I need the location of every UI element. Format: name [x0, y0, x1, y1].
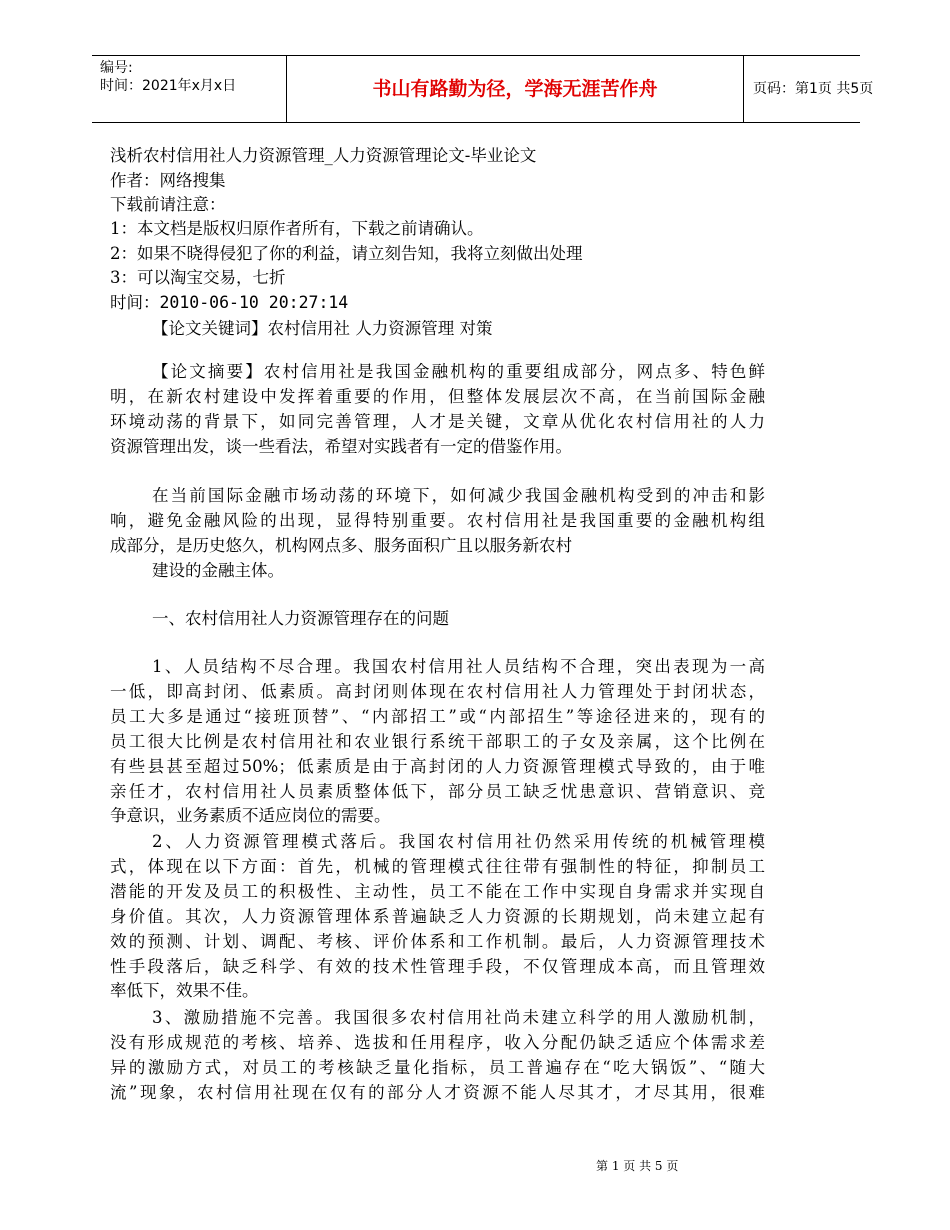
para1-line: 员工大多是通过“接班顶替”、“内部招工”或“内部招生”等途径进来的，现有的: [110, 707, 765, 726]
notice-item: 3：可以淘宝交易，七折: [110, 268, 286, 287]
abstract-line: 资源管理出发，谈一些看法，希望对实践者有一定的借鉴作用。: [110, 437, 572, 456]
para2-line: 式，体现在以下方面：首先，机械的管理模式往往带有强制性的特征，抑制员工: [110, 857, 765, 876]
notice-item: 2：如果不晓得侵犯了你的利益，请立刻告知，我将立刻做出处理: [110, 244, 583, 263]
author-line: 作者：网络搜集: [110, 171, 226, 190]
motto: 书山有路勤为径，学海无涯苦作舟: [372, 78, 658, 100]
abstract-line: 环境动荡的背景下，如同完善管理，人才是关键，文章从优化农村信用社的人力: [110, 412, 765, 431]
para1-line: 一低，即高封闭、低素质。高封闭则体现在农村信用社人力管理处于封闭状态，: [110, 682, 765, 701]
page-info: 页码：第1页 共5页: [753, 81, 874, 97]
download-notice: 下载前请注意：: [110, 195, 226, 214]
notice-item: 1：本文档是版权归原作者所有，下载之前请确认。: [110, 219, 484, 238]
document-header: [92, 55, 874, 123]
intro-line: 建设的金融主体。: [152, 561, 284, 580]
para1-line: 争意识，业务素质不适应岗位的需要。: [110, 806, 391, 825]
intro-line: 成部分，是历史悠久，机构网点多、服务面积广且以服务新农村: [110, 536, 572, 555]
page-footer: 第 1 页 共 5 页: [596, 1159, 679, 1173]
para2-line: 身价值。其次，人力资源管理体系普遍缺乏人力资源的长期规划，尚未建立起有: [110, 907, 765, 926]
para1-line: 有些县甚至超过50%；低素质是由于高封闭的人力资源管理模式导致的，由于唯: [110, 757, 765, 776]
time-label: 时间：2021年x月x日: [100, 78, 237, 94]
header-motto-cell: [286, 56, 744, 122]
abstract-line: 【论文摘要】农村信用社是我国金融机构的重要组成部分，网点多、特色鲜: [152, 362, 765, 381]
time-line: 时间：2010-06-10 20:27:14: [110, 293, 349, 312]
section-title: 一、农村信用社人力资源管理存在的问题: [152, 609, 449, 628]
para3-line: 3、激励措施不完善。我国很多农村信用社尚未建立科学的用人激励机制，: [152, 1008, 765, 1027]
para1-line: 1、人员结构不尽合理。我国农村信用社人员结构不合理，突出表现为一高: [152, 657, 765, 676]
header-left-cell: [92, 56, 286, 122]
intro-line: 响，避免金融风险的出现，显得特别重要。农村信用社是我国重要的金融机构组: [110, 511, 765, 530]
abstract-line: 明，在新农村建设中发挥着重要的作用，但整体发展层次不高，在当前国际金融: [110, 387, 765, 406]
para2-line: 潜能的开发及员工的积极性、主动性，员工不能在工作中实现自身需求并实现自: [110, 882, 765, 901]
para1-line: 员工很大比例是农村信用社和农业银行系统干部职工的子女及亲属，这个比例在: [110, 732, 765, 751]
para3-line: 没有形成规范的考核、培养、选拔和任用程序，收入分配仍缺乏适应个体需求差: [110, 1033, 765, 1052]
para1-line: 亲任才，农村信用社人员素质整体低下，部分员工缺乏忧患意识、营销意识、竞: [110, 782, 765, 801]
para3-line: 异的激励方式，对员工的考核缺乏量化指标，员工普遍存在“吃大锅饭”、“随大: [110, 1058, 765, 1077]
keywords: 【论文关键词】农村信用社 人力资源管理 对策: [152, 319, 493, 338]
para2-line: 性手段落后，缺乏科学、有效的技术性管理手段，不仅管理成本高，而且管理效: [110, 957, 765, 976]
header-right-cell: [743, 56, 874, 122]
number-label: 编号:: [100, 60, 133, 76]
doc-title: 浅析农村信用社人力资源管理_人力资源管理论文-毕业论文: [110, 146, 537, 165]
para2-line: 率低下，效果不佳。: [110, 981, 259, 1000]
para2-line: 2、人力资源管理模式落后。我国农村信用社仍然采用传统的机械管理模: [152, 832, 765, 851]
para2-line: 效的预测、计划、调配、考核、评价体系和工作机制。最后，人力资源管理技术: [110, 932, 765, 951]
para3-line: 流”现象，农村信用社现在仅有的部分人才资源不能人尽其才，才尽其用，很难: [110, 1083, 765, 1102]
intro-line: 在当前国际金融市场动荡的环境下，如何减少我国金融机构受到的冲击和影: [152, 486, 765, 505]
